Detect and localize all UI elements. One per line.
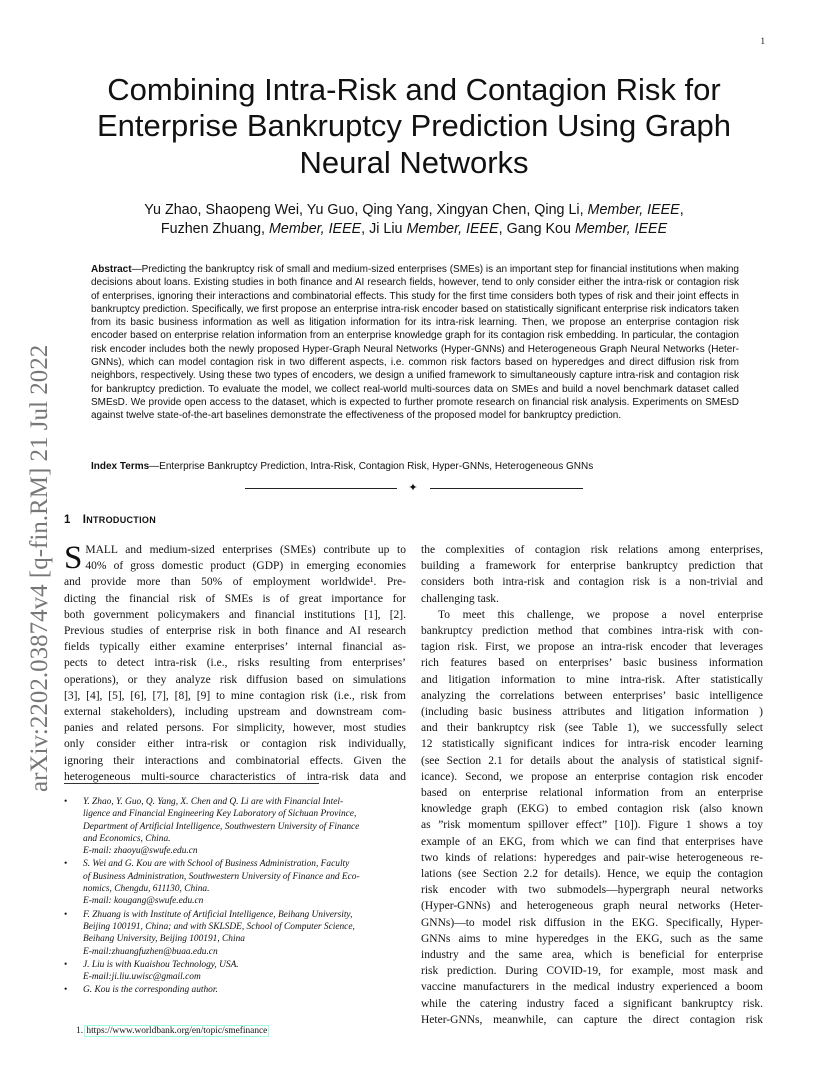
text-line: vaccine manufacturers in the medical industry experienced a boom	[421, 981, 763, 994]
arxiv-stamp-text: arXiv:2202.03874v4 [q-fin.RM] 21 Jul 2022	[26, 344, 53, 792]
text-line: pects to detect intra-risk (i.e., risks resulting from enterprises’	[64, 657, 406, 670]
text-line: 12 statistically significant indices for intra-risk encoder learning	[421, 738, 763, 751]
bullet-icon: •	[64, 959, 68, 970]
text-line: example of an EKG, from which we can find that enterprises have	[421, 835, 763, 848]
text-line: To meet this challenge, we propose a novel enterprise	[438, 608, 763, 621]
bullet-icon: •	[64, 859, 68, 870]
text-line: knowledge graph (EKG) to embed contagion risk (also known	[421, 803, 763, 816]
affiliation-notes	[64, 796, 406, 998]
text-line: only consider either intra-risk or contagion risk individually,	[64, 738, 406, 751]
affiliation-note	[64, 909, 406, 958]
text-line: while the catering industry faced a significant bankruptcy risk.	[421, 997, 763, 1010]
diamond-icon: ✦	[408, 481, 418, 494]
text-line: dicting the financial risk of SMEs is of great importance for	[64, 592, 406, 605]
note-line: Y. Zhao, Y. Guo, Q. Yang, X. Chen and Q. Li are with Financial Intel-	[83, 797, 344, 807]
footnote-number: 1.	[76, 1026, 84, 1036]
drop-cap: S	[64, 540, 83, 576]
text-line: the complexities of contagion risk relations among enterprises,	[421, 544, 763, 556]
text-line: external stakeholders), including upstream and downstream com-	[64, 706, 406, 719]
affiliation-note	[64, 984, 406, 996]
note-line: F. Zhuang is with Institute of Artificial Intelligence, Beihang University,	[83, 909, 353, 920]
text-line: lations (see Section 2.2 for details). Hence, we equip the contagion	[421, 868, 763, 881]
text-line: and provide more than 50% of employment worldwide¹. Pre-	[64, 576, 406, 589]
text-line: Heter-GNNs, meanwhile, can capture the direct contagion risk	[421, 1013, 763, 1026]
text-line: fields typically either examine enterprises’ internal financial as-	[64, 641, 406, 654]
text-line: 40% of gross domestic product (GDP) in emerging economies	[85, 560, 406, 573]
section-separator	[0, 482, 828, 494]
text-line: ignoring their interactions and combinatorial effects. Given the	[64, 754, 406, 767]
text-line: heterogeneous multi-source characteristics of intra-risk data and	[64, 770, 406, 783]
footnote-link[interactable]: https://www.worldbank.org/en/topic/smefinance	[86, 1026, 268, 1036]
note-line: of Business Administration, Southwestern University of Finance and Eco-	[83, 871, 360, 882]
note-line: G. Kou is the corresponding author.	[83, 985, 218, 996]
section-title-initial: I	[82, 514, 87, 526]
note-line: E-mail:zhuangfuzhen@buaa.edu.cn	[83, 946, 218, 957]
text-line: icance). Second, we propose an enterprise contagion risk encoder	[421, 770, 763, 783]
note-line: Department of Artificial Intelligence, Southwestern University of Finance	[83, 821, 360, 832]
footnote	[76, 1026, 268, 1036]
author-list	[64, 201, 764, 239]
section-number: 1	[64, 514, 71, 526]
text-line: risk encoder with two submodels—hypergraph neural networks	[421, 884, 763, 897]
text-line: challenging task.	[421, 592, 499, 605]
page-number: 1	[760, 36, 765, 46]
bullet-icon: •	[64, 985, 68, 996]
section-heading	[64, 514, 156, 526]
text-line: as ”risk momentum spillover effect” [10]). Figure 1 shows a toy	[421, 819, 763, 832]
text-line: (see Section 2.1 for details about the analysis of statistical signif-	[421, 754, 763, 767]
note-line: nomics, Chengdu, 611130, China.	[83, 884, 210, 895]
text-line: industry and the same area, which is beneficial for enterprise	[421, 949, 763, 962]
text-line: based on enterprise relational information from an enterprise	[421, 787, 763, 800]
note-line: and Economics, China.	[83, 833, 171, 844]
text-line: two kinds of relations: hyperedges and pair-wise heterogeneous re-	[421, 851, 763, 864]
abstract	[91, 263, 739, 423]
title-line: Enterprise Bankruptcy Prediction Using Graph	[96, 108, 732, 144]
text-line: risk prediction. During COVID-19, for example, most mask and	[421, 965, 763, 978]
note-line: ligence and Financial Engineering Key Laboratory of Sichuan Province,	[83, 809, 357, 820]
affiliation-note	[64, 858, 406, 907]
affiliation-note	[64, 959, 406, 984]
text-line: tagion risk. First, we propose an intra-risk encoder that leverages	[421, 641, 763, 654]
index-terms-label: Index Terms	[91, 461, 150, 472]
note-line: J. Liu is with Kuaishou Technology, USA.	[83, 959, 239, 970]
note-line: S. Wei and G. Kou are with School of Business Administration, Faculty	[83, 859, 350, 870]
note-line: E-mail:ji.liu.uwisc@gmail.com	[83, 972, 201, 983]
bullet-icon: •	[64, 909, 68, 920]
text-line: analyzing the correlations between enterprises’ basic intelligence	[421, 689, 763, 702]
abstract-label: Abstract	[91, 264, 132, 275]
title-line: Combining Intra-Risk and Contagion Risk for	[107, 72, 721, 107]
text-line: considers both intra-risk and contagion risk is a non-trivial and	[421, 576, 763, 589]
left-column	[64, 542, 406, 785]
text-line: building a framework for enterprise bankruptcy prediction that	[421, 560, 763, 573]
title-line: Neural Networks	[299, 144, 529, 180]
bullet-icon: •	[64, 797, 68, 807]
text-line: Previous studies of enterprise risk in both finance and AI research	[64, 625, 406, 638]
text-line: and their bankruptcy risk (see Table 1), we successfully select	[421, 722, 763, 735]
text-line: rich features based on enterprises’ basic business information	[421, 657, 763, 670]
text-line: panies and related persons. For simplicity, however, most studies	[64, 722, 406, 735]
section-title-rest: NTRODUCTION	[86, 515, 156, 525]
note-line: Beijing 100191, China; and with SKLSDE, School of Computer Science,	[83, 921, 355, 932]
index-terms-text: —Enterprise Bankruptcy Prediction, Intra-Risk, Contagion Risk, Hyper-GNNs, Heterogeneous GNNs	[149, 461, 594, 472]
paper-title	[64, 72, 764, 181]
text-line: (Hyper-GNNs) and heterogeneous graph neural networks (Heter-	[421, 900, 763, 913]
text-line: both government policymakers and financial institutions [1], [2].	[64, 608, 406, 621]
right-column	[421, 542, 763, 1028]
author-line-2: Fuzhen Zhuang, Member, IEEE, Ji Liu Member, IEEE, Gang Kou Member, IEEE	[160, 220, 668, 237]
text-line: and litigation information to mine intra-risk. After statistically	[421, 673, 763, 686]
text-line: MALL and medium-sized enterprises (SMEs) contribute up to	[85, 544, 406, 556]
text-line: (including basic business attributes and litigation information )	[421, 706, 763, 719]
text-line: [3], [4], [5], [6], [7], [8], [9] to mine contagion risk (i.e., risk from	[64, 689, 406, 702]
note-line: Beihang University, Beijing 100191, China	[83, 934, 245, 945]
author-line-1: Yu Zhao, Shaopeng Wei, Yu Guo, Qing Yang, Xingyan Chen, Qing Li, Member, IEEE,	[144, 202, 684, 218]
text-line: operations), or they analyze risk diffusion based on simulations	[64, 673, 406, 686]
arxiv-stamp	[17, 280, 57, 800]
note-line: E-mail: kougang@swufe.edu.cn	[83, 896, 204, 907]
index-terms	[91, 460, 739, 473]
footnote-rule	[64, 783, 319, 784]
text-line: GNNs)—to model risk diffusion in the EKG. Specifically, Hyper-	[421, 916, 763, 929]
text-line: bankruptcy prediction method that combines intra-risk with con-	[421, 625, 763, 638]
text-line: GNNs aims to mine hyperedges in the EKG, such as the same	[421, 932, 763, 945]
affiliation-note	[64, 796, 406, 857]
note-line: E-mail: zhaoyu@swufe.edu.cn	[83, 846, 198, 857]
abstract-text: —Predicting the bankruptcy risk of small and medium-sized enterprises (SMEs) is an important step for financial institutions when making decisions about loans. Existing studies in both finance and AI research fields, however, tend to only consider either the intra-risk or contagion risk of enterprises, ignoring their interactions and combinatorial effects. This study for the first time considers both types of risk and their joint effects in bankruptcy prediction. Specifically, we first propose an enterprise intra-risk encoder based on statistically significant enterprise risk indicators taken from its basic business information as well as litigation information for its intra-risk learning. Then, we propose an enterprise contagion risk encoder based on enterprise relation information from an enterprise knowledge graph for its contagion risk embedding. In particular, the contagion risk encoder includes both the newly proposed Hyper-Graph Neural Networks (Hyper-GNNs) and Heterogeneous Graph Neural Networks (Heter-GNNs), which can model contagion risk in two different aspects, i.e. common risk factors based on hyperedges and direct diffusion risk from neighbors, respectively. Using these two types of encoders, we design a unified framework to simultaneously capture intra-risk and contagion risk for bankruptcy prediction. To evaluate the model, we collect real-world multi-sources data on SMEs and build a novel benchmark dataset called SMEsD. We provide open access to the dataset, which is expected to further promote research on financial risk analysis. Experiments on SMEsD against twelve state-of-the-art baselines demonstrate the effectiveness of the proposed model for bankruptcy prediction.	[91, 264, 739, 422]
